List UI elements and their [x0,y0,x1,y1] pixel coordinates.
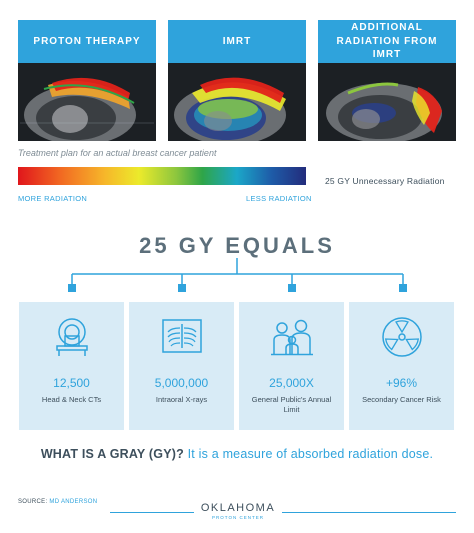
source-prefix: SOURCE: [18,499,48,505]
unnecessary-radiation-label: 25 GY Unnecessary Radiation [325,176,445,186]
ct-scan-image [168,63,306,141]
more-radiation-label: MORE RADIATION [18,194,88,203]
stat-label: Secondary Cancer Risk [362,395,441,404]
less-radiation-label: LESS RADIATION [246,194,312,203]
panel-title: IMRT [168,20,306,63]
chest-xray-icon [161,316,203,358]
stat-value: 25,000X [269,376,314,390]
radiation-scale-bar [18,167,306,185]
source-credit [18,499,97,505]
panel-title: ADDITIONAL RADIATION FROM IMRT [318,20,456,63]
stat-label: Intraoral X-rays [155,395,208,404]
stat-card-annual-limit [239,302,344,430]
stat-card-cancer-risk [349,302,454,430]
stat-card-head-neck-ct [19,302,124,430]
family-icon [271,316,313,358]
equals-heading: 25 GY EQUALS [139,233,335,258]
stat-value: 5,000,000 [154,376,209,390]
logo-sub-text: PROTON CENTER [212,515,264,520]
gray-question: WHAT IS A GRAY (GY)? [40,447,184,461]
footer-divider-right [282,512,456,513]
stat-value: +96% [385,376,418,390]
radiation-icon [381,316,423,358]
treatment-caption: Treatment plan for an actual breast cancer patient [18,148,217,158]
additional-radiation-panel [318,20,456,141]
stat-label: General Public's Annual Limit [251,395,332,415]
stat-card-intraoral-xrays [129,302,234,430]
stat-label: Head & Neck CTs [41,395,102,404]
proton-therapy-panel [18,20,156,141]
oklahoma-proton-center-logo [198,502,278,520]
connector-tree [0,258,474,298]
gray-answer: It is a measure of absorbed radiation dose. [187,447,434,461]
source-name: MD ANDERSON [49,499,98,505]
stat-value: 12,500 [53,376,90,390]
ct-scanner-icon [51,316,93,358]
footer-divider-left [110,512,194,513]
imrt-panel [168,20,306,141]
ct-scan-image [318,63,456,141]
ct-scan-image [18,63,156,141]
logo-main-text: OKLAHOMA [200,502,276,514]
panel-title: PROTON THERAPY [18,20,156,63]
gray-definition [0,447,474,461]
